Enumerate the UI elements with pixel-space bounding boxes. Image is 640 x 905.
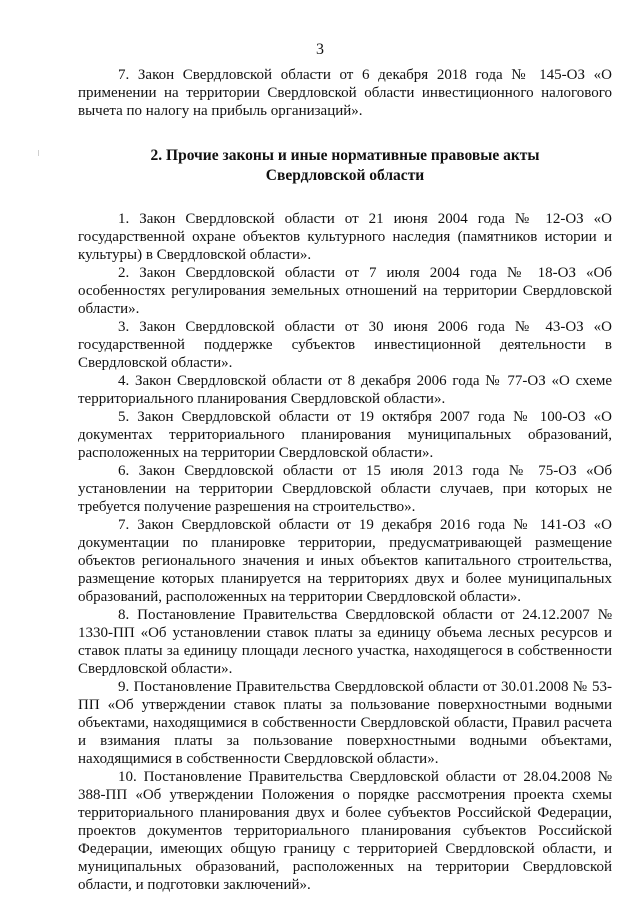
page-number: 3 xyxy=(316,41,324,58)
list-item: 3. Закон Свердловской области от 30 июня 2006 года № 43-ОЗ «О государственной поддержке субъектов инвестиционной деятельности в Свердловской области». xyxy=(78,319,612,371)
list-item: 1. Закон Свердловской области от 21 июня 2004 года № 12-ОЗ «О государственной охране объектов культурного наследия (памятников истории и культуры) в Свердловской области». xyxy=(78,211,612,263)
list-item: 4. Закон Свердловской области от 8 декабря 2006 года № 77-ОЗ «О схеме территориального планирования Свердловской области». xyxy=(78,373,612,407)
list-item: 5. Закон Свердловской области от 19 октября 2007 года № 100-ОЗ «О документах территориального планирования муниципальных образований, расположенных на территории Свердловской области». xyxy=(78,409,612,461)
list-item: 2. Закон Свердловской области от 7 июля 2004 года № 18-ОЗ «Об особенностях регулирования земельных отношений на территории Свердловской области». xyxy=(78,265,612,317)
list-item: 9. Постановление Правительства Свердловской области от 30.01.2008 № 53-ПП «Об утверждении ставок платы за пользование поверхностными водными объектами, находящимися в собственности Свердловской области, Правил расчета и взимания платы за пользование поверхностными водными объектами, находящимися в собственности Свердловской области». xyxy=(78,679,612,767)
list-item: 10. Постановление Правительства Свердловской области от 28.04.2008 № 388-ПП «Об утверждении Положения о порядке рассмотрения проекта схемы территориального планирования двух и более субъектов Российской Федерации, проектов документов территориального планирования субъектов Российской Федерации, имеющих общую границу с территорией Свердловской области, и муниципальных образований, расположенных на территории Свердловской области, и подготовки заключений». xyxy=(78,769,612,893)
list-item: 7. Закон Свердловской области от 19 декабря 2016 года № 141-ОЗ «О документации по планировке территории, предусматривающей размещение объектов регионального значения и иных объектов капитального строительства, размещение которых планируется на территориях двух и более муниципальных образований, расположенных на территории Свердловской области». xyxy=(78,517,612,605)
section-heading-line-2: Свердловской области xyxy=(265,167,425,184)
list-item: 8. Постановление Правительства Свердловской области от 24.12.2007 № 1330-ПП «Об установлении ставок платы за единицу объема лесных ресурсов и ставок платы за единицу площади лесного участка, находящегося в собственности Свердловской области». xyxy=(78,607,612,677)
list-item: 6. Закон Свердловской области от 15 июля 2013 года № 75-ОЗ «Об установлении на территории Свердловской области случаев, при которых не требуется получение разрешения на строительство». xyxy=(78,463,612,515)
scan-artifact xyxy=(38,150,39,156)
document-body xyxy=(78,66,612,894)
section-heading xyxy=(78,146,612,186)
list-item-top-7: 7. Закон Свердловской области от 6 декабря 2018 года № 145-ОЗ «О применении на территории Свердловской области инвестиционного налогового вычета по налогу на прибыль организаций». xyxy=(78,67,612,119)
section-heading-line-1: 2. Прочие законы и иные нормативные правовые акты xyxy=(150,147,540,164)
